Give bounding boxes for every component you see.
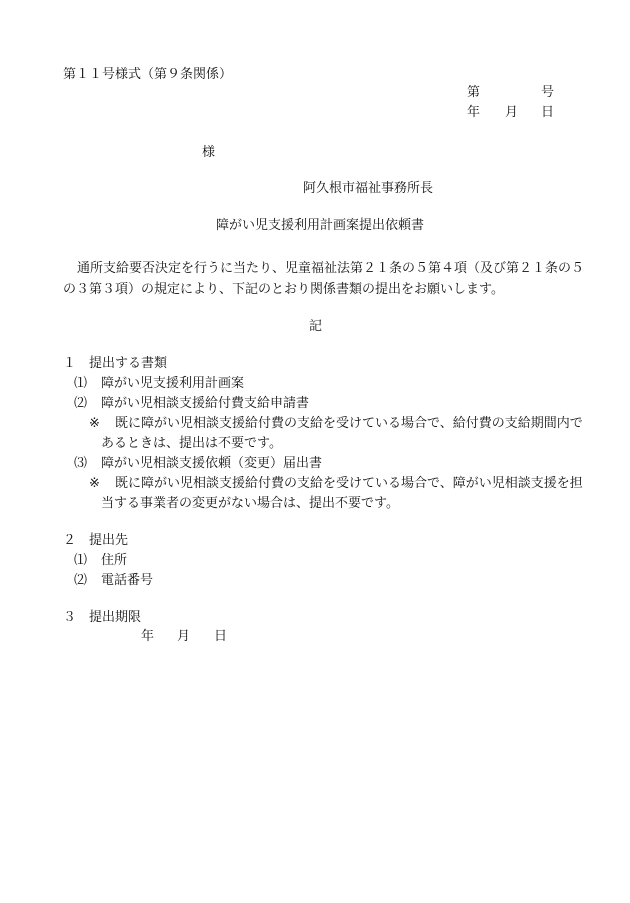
section-2-number: ２ (63, 533, 77, 548)
date-top-year: 年 (467, 105, 481, 120)
date-top-month: 月 (505, 105, 519, 120)
section-1-item-1-number: ⑴ (74, 376, 88, 391)
section-1-note-2-line-2: あるときは、提出は不要です。 (101, 436, 282, 451)
addressee-suffix: 様 (202, 145, 216, 160)
section-1-item-2-number: ⑵ (74, 396, 88, 411)
body-line-1: 通所支給要否決定を行うに当たり、児童福祉法第２１条の５第４項（及び第２１条の５ (77, 261, 585, 276)
body-line-2: の３第３項）の規定により、下記のとおり関係書類の提出をお願いします。 (63, 282, 504, 297)
doc-number-suffix: 号 (541, 85, 555, 100)
section-1-number: １ (63, 356, 77, 371)
section-1-note-2-mark: ※ (89, 416, 100, 431)
document-title: 障がい児支援利用計画案提出依頼書 (216, 218, 425, 233)
section-2-item-1-label: 住所 (101, 553, 128, 568)
section-1-note-2-line-1: 既に障がい児相談支援給付費の支給を受けている場合で、給付費の支給期間内で (115, 416, 583, 431)
section-3-year: 年 (141, 629, 155, 644)
section-1-note-3-line-1: 既に障がい児相談支援給付費の支給を受けている場合で、障がい児相談支援を担 (115, 476, 583, 491)
section-2-item-2-label: 電話番号 (101, 573, 154, 588)
doc-number-prefix: 第 (467, 85, 481, 100)
section-2-item-2-number: ⑵ (74, 573, 88, 588)
ki-label: 記 (309, 319, 323, 334)
section-1-note-3-mark: ※ (89, 476, 100, 491)
section-3-heading: 提出期限 (89, 610, 142, 625)
section-1-item-3-label: 障がい児相談支援依頼（変更）届出書 (101, 456, 323, 471)
sender-name: 阿久根市福祉事務所長 (303, 181, 434, 196)
section-1-item-3-number: ⑶ (74, 456, 88, 471)
section-3-month: 月 (177, 629, 191, 644)
section-2-heading: 提出先 (89, 533, 129, 548)
section-1-item-1-label: 障がい児支援利用計画案 (101, 376, 245, 391)
section-1-item-2-label: 障がい児相談支援給付費支給申請書 (101, 396, 310, 411)
section-3-number: ３ (63, 610, 77, 625)
section-1-note-3-line-2: 当する事業者の変更がない場合は、提出不要です。 (101, 496, 399, 511)
section-3-day: 日 (214, 629, 228, 644)
section-2-item-1-number: ⑴ (74, 553, 88, 568)
date-top-day: 日 (541, 105, 555, 120)
section-1-heading: 提出する書類 (89, 356, 168, 371)
form-id: 第１１号様式（第９条関係） (63, 67, 233, 82)
